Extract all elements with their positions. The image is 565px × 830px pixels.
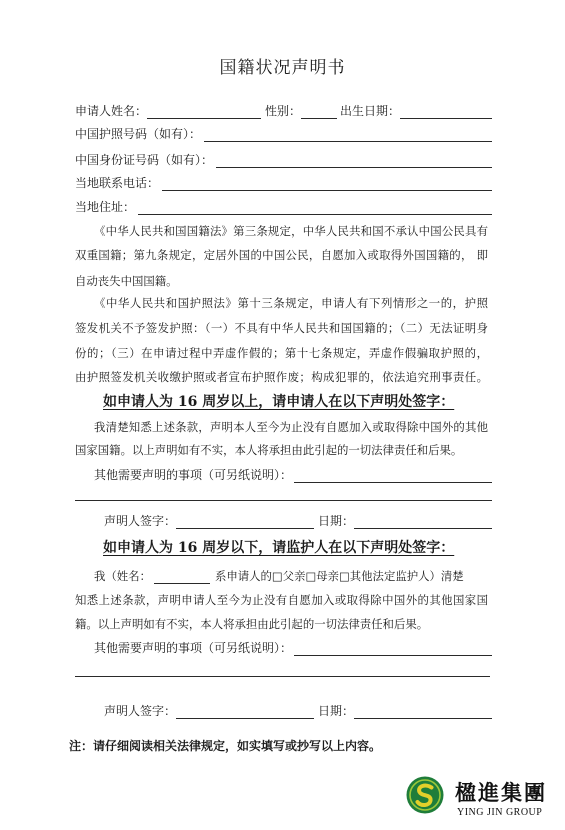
- reading-note: 注：请仔细阅读相关法律规定，如实填写或抄写以上内容。: [69, 739, 382, 753]
- guardian-other-matters-label: 其他需要声明的事项（可另纸说明）：: [94, 641, 293, 655]
- local-address-label: 当地住址：: [75, 200, 136, 214]
- adult-date-label: 日期：: [318, 514, 355, 528]
- adult-signature-blank: [176, 514, 314, 529]
- guardian-signature-blank: [176, 704, 314, 719]
- passport-number-blank: [204, 127, 492, 142]
- document-title: 国籍状况声明书: [219, 58, 346, 78]
- adult-other-matters-extra-line: [75, 500, 492, 501]
- gender-label: 性别：: [265, 104, 302, 118]
- adult-other-matters-blank: [294, 468, 492, 483]
- adult-signature-label: 声明人签字：: [104, 514, 177, 528]
- adult-date-blank: [354, 514, 492, 529]
- passport-number-label: 中国护照号码（如有）：: [75, 127, 202, 141]
- nationality-law-line: 自动丧失中国国籍。: [75, 274, 178, 288]
- local-phone-blank: [162, 176, 492, 191]
- local-phone-label: 当地联系电话：: [75, 176, 160, 190]
- birth-date-blank: [400, 104, 492, 119]
- passport-law-line: 《中华人民共和国护照法》第十三条规定，申请人有下列情形之一的，护照: [94, 296, 488, 310]
- adult-other-matters-label: 其他需要声明的事项（可另纸说明）：: [94, 468, 293, 482]
- applicant-name-blank: [147, 104, 261, 119]
- guardian-statement-line: 籍。以上声明如有不实，本人将承担由此引起的一切法律责任和后果。: [75, 617, 429, 631]
- guardian-relation-text: 系申请人的□父亲□母亲□其他法定监护人）清楚: [214, 569, 464, 583]
- adult-statement-line: 我清楚知悉上述条款，声明本人至今为止没有自愿加入或取得除中国外的其他: [94, 420, 488, 434]
- guardian-name-blank: [154, 569, 210, 584]
- local-phone-row: [75, 175, 492, 191]
- guardian-statement-first-line: [94, 568, 488, 584]
- passport-number-row: [75, 126, 492, 142]
- applicant-basic-info-row: [75, 103, 492, 119]
- adult-statement-line: 国家国籍。以上声明如有不实，本人将承担由此引起的一切法律责任和后果。: [75, 443, 463, 457]
- adult-signature-row: [104, 513, 492, 529]
- guardian-other-matters-extra-line: [75, 676, 490, 677]
- guardian-signature-label: 声明人签字：: [104, 704, 177, 718]
- gender-blank: [301, 104, 337, 119]
- local-address-row: [75, 199, 492, 215]
- nationality-law-line: 双重国籍；第九条规定，定居外国的中国公民，自愿加入或取得外国国籍的， 即: [75, 248, 488, 262]
- guardian-other-matters-row: [94, 640, 492, 656]
- guardian-declaration-heading: 如申请人为 16 周岁以下，请监护人在以下声明处签字：: [103, 540, 455, 556]
- id-card-number-blank: [216, 153, 492, 168]
- id-card-number-label: 中国身份证号码（如有）：: [75, 153, 214, 167]
- guardian-signature-row: [104, 703, 492, 719]
- passport-law-line: 由护照签发机关收缴护照或者宣布护照作废；构成犯罪的，依法追究刑事责任。: [75, 370, 488, 384]
- id-card-number-row: [75, 152, 492, 168]
- passport-law-line: 份的；（三）在申请过程中弄虚作假的；第十七条规定，弄虚作假骗取护照的，: [75, 346, 488, 360]
- logo-chinese-name: 楹進集團: [455, 780, 547, 805]
- adult-declaration-heading: 如申请人为 16 周岁以上，请申请人在以下声明处签字：: [103, 394, 455, 410]
- guardian-other-matters-blank: [294, 641, 492, 656]
- guardian-name-prefix: 我（姓名：: [94, 569, 151, 583]
- birth-date-label: 出生日期：: [340, 104, 401, 118]
- nationality-law-line: 《中华人民共和国国籍法》第三条规定，中华人民共和国不承认中国公民具有: [94, 224, 488, 238]
- applicant-name-label: 申请人姓名：: [75, 104, 148, 118]
- passport-law-line: 签发机关不予签发护照：（一）不具有中华人民共和国国籍的；（二）无法证明身: [75, 321, 488, 335]
- ying-jin-group-emblem-icon: [405, 775, 445, 815]
- adult-other-matters-row: [94, 467, 492, 483]
- guardian-date-blank: [354, 704, 492, 719]
- local-address-blank: [138, 200, 492, 215]
- logo-english-name: YING JIN GROUP: [457, 807, 543, 818]
- guardian-statement-line: 知悉上述条款，声明申请人至今为止没有自愿加入或取得除中国外的其他国家国: [75, 593, 488, 607]
- guardian-date-label: 日期：: [318, 704, 355, 718]
